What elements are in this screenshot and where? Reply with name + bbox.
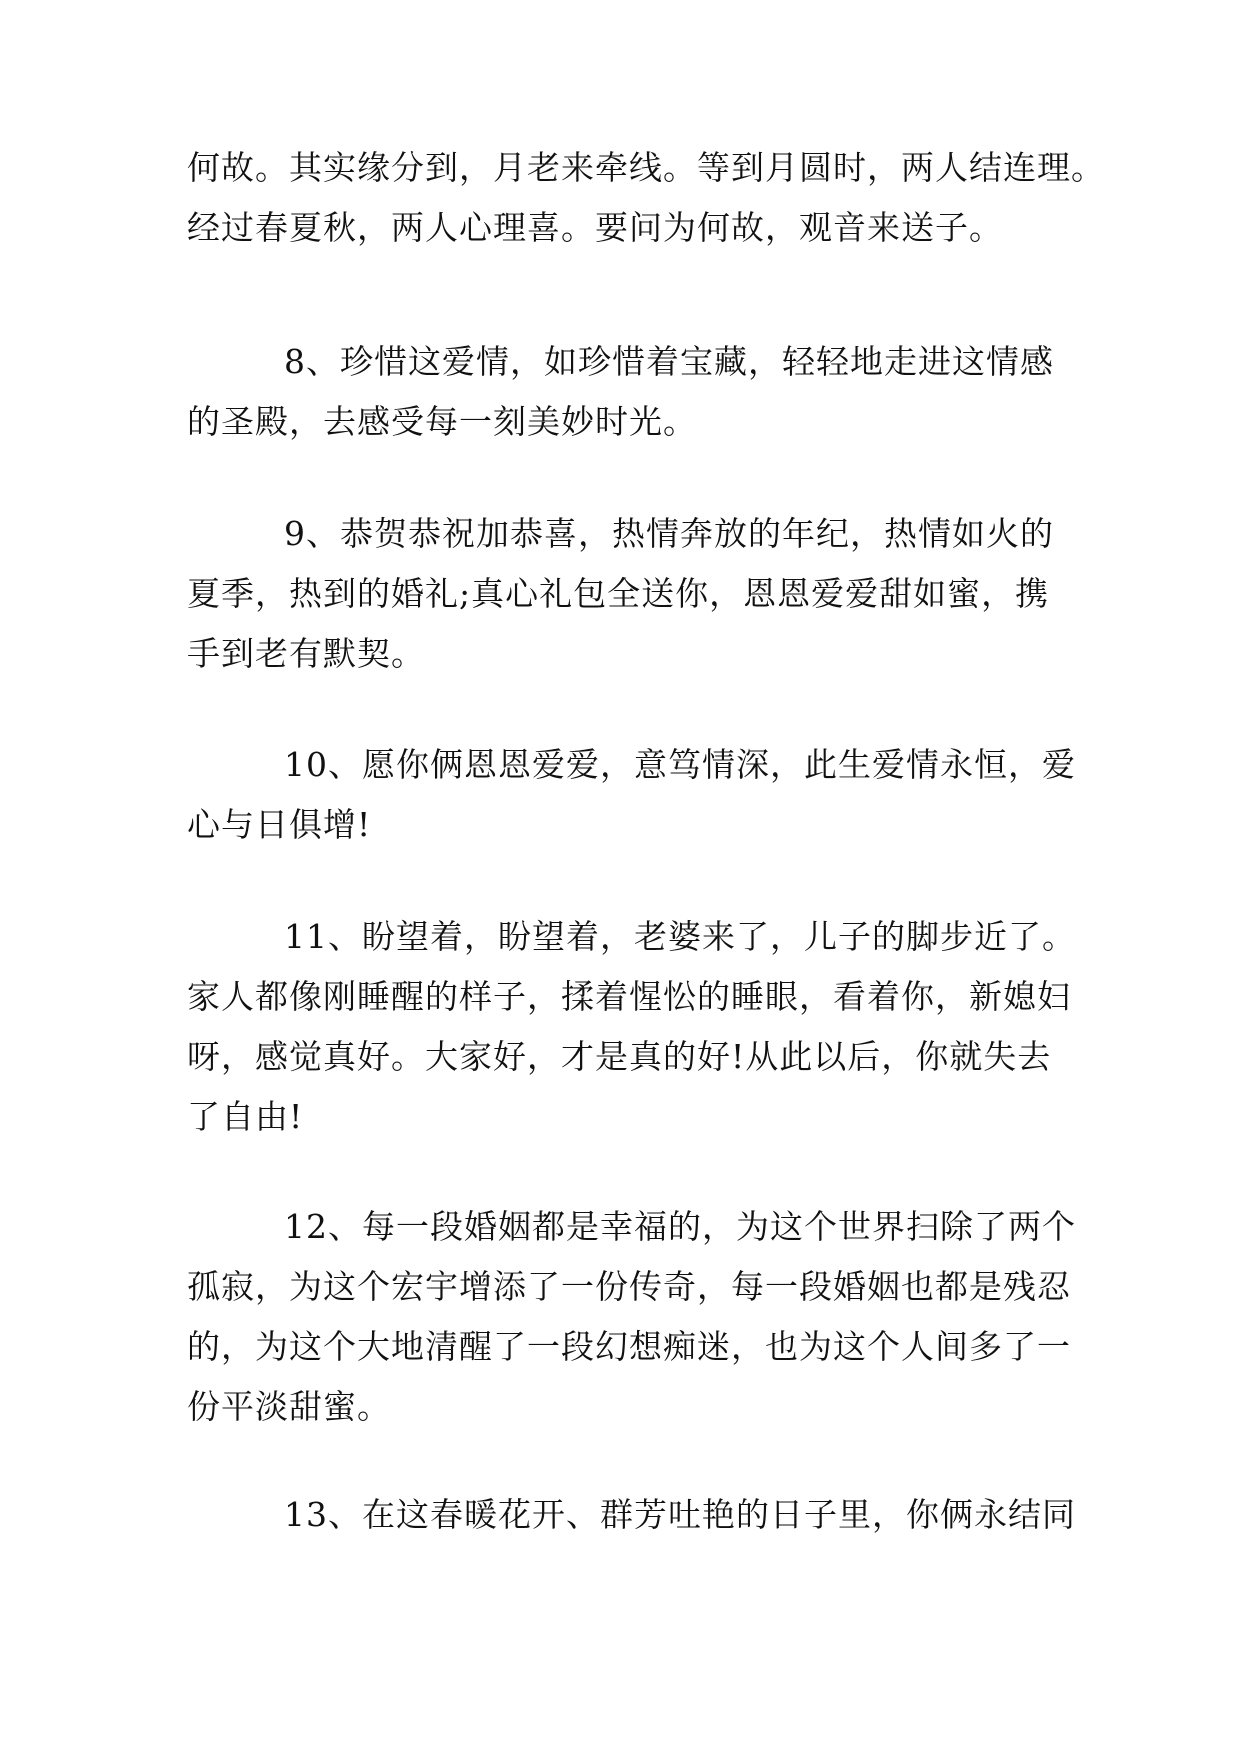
text-line: 何故。其实缘分到，月老来牵线。等到月圆时，两人结连理。 bbox=[187, 148, 1105, 187]
paragraph-8 bbox=[187, 332, 1053, 452]
text-line: 8、珍惜这爱情，如珍惜着宝藏，轻轻地走进这情感 bbox=[284, 342, 1054, 381]
text-line: 孤寂，为这个宏宇增添了一份传奇，每一段婚姻也都是残忍 bbox=[187, 1267, 1071, 1306]
text-line: 份平淡甜蜜。 bbox=[187, 1387, 391, 1426]
paragraph-9 bbox=[187, 504, 1053, 684]
paragraph-12 bbox=[187, 1197, 1076, 1437]
text-line: 夏季，热到的婚礼;真心礼包全送你，恩恩爱爱甜如蜜，携 bbox=[187, 574, 1050, 613]
text-line: 13、在这春暖花开、群芳吐艳的日子里，你俩永结同 bbox=[284, 1495, 1076, 1534]
paragraph-13 bbox=[187, 1485, 1076, 1545]
text-line: 的圣殿，去感受每一刻美妙时光。 bbox=[187, 402, 697, 441]
text-line: 心与日俱增! bbox=[187, 805, 372, 844]
text-line: 的，为这个大地清醒了一段幻想痴迷，也为这个人间多了一 bbox=[187, 1327, 1071, 1366]
text-line: 9、恭贺恭祝加恭喜，热情奔放的年纪，热情如火的 bbox=[284, 514, 1054, 553]
text-line: 呀，感觉真好。大家好，才是真的好!从此以后，你就失去 bbox=[187, 1037, 1052, 1076]
text-line: 家人都像刚睡醒的样子，揉着惺忪的睡眼，看着你，新媳妇 bbox=[187, 977, 1071, 1016]
text-line: 11、盼望着，盼望着，老婆来了，儿子的脚步近了。 bbox=[284, 917, 1076, 956]
paragraph-10 bbox=[187, 735, 1076, 855]
paragraph-11 bbox=[187, 907, 1076, 1147]
text-line: 12、每一段婚姻都是幸福的，为这个世界扫除了两个 bbox=[284, 1207, 1076, 1246]
text-line: 经过春夏秋，两人心理喜。要问为何故，观音来送子。 bbox=[187, 208, 1003, 247]
text-line: 10、愿你俩恩恩爱爱，意笃情深，此生爱情永恒，爱 bbox=[284, 745, 1076, 784]
paragraph-continuation bbox=[187, 138, 1105, 258]
text-line: 了自由! bbox=[187, 1097, 304, 1136]
text-line: 手到老有默契。 bbox=[187, 634, 425, 673]
